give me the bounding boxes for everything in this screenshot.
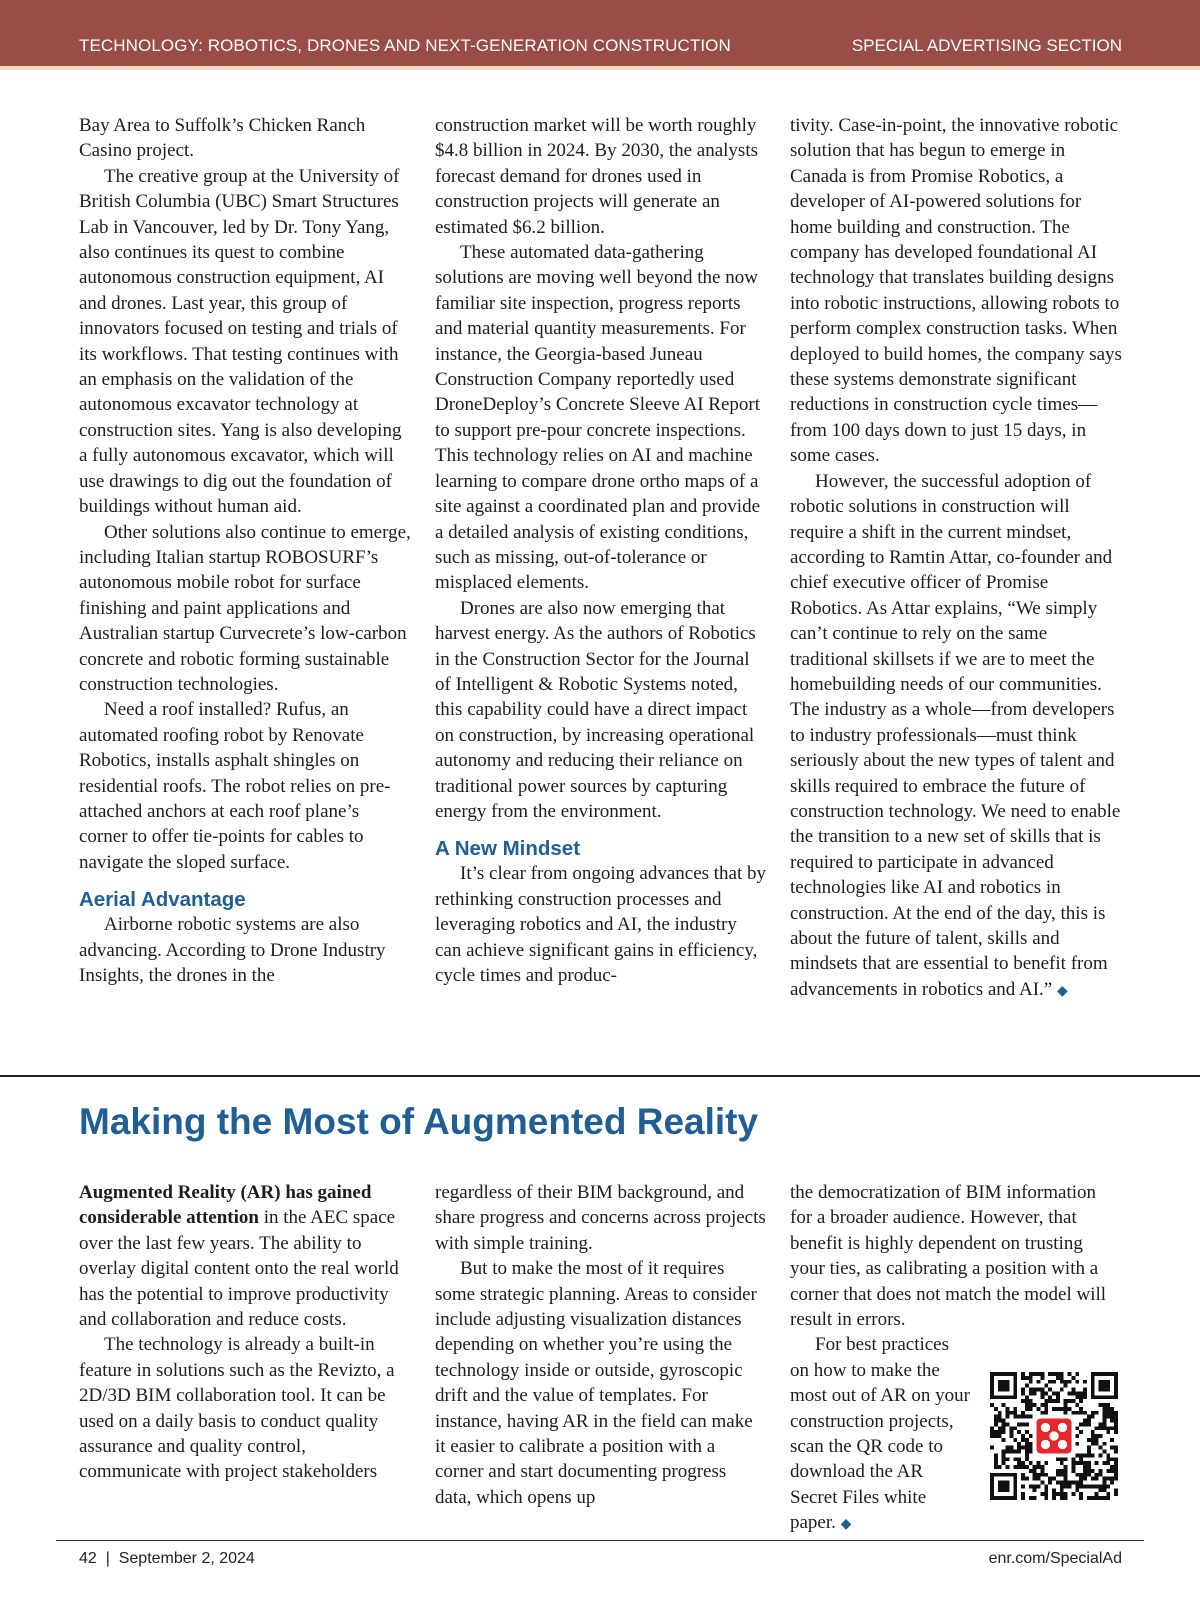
article1-column-3 bbox=[790, 113, 1122, 1004]
subheading-new-mindset: A New Mindset bbox=[435, 837, 581, 861]
paragraph: It’s clear from ongoing advances that by rethinking construction processes and leveraging robotics and AI, the industry can achieve significant gains in efficiency, cycle times and produc- bbox=[435, 863, 767, 986]
paragraph: Drones are also now emerging that harvest energy. As the authors of Robotics in the Construction Sector for the Journal of Intelligent & Robotic Systems noted, this capability could have a direct impact on construction, by increasing operational autonomy and reducing their reliance on traditional power sources by capturing energy from the environment. bbox=[435, 597, 756, 822]
footer-page-info bbox=[79, 1550, 255, 1568]
header-banner bbox=[0, 0, 1200, 66]
subheading-aerial-advantage: Aerial Advantage bbox=[79, 888, 246, 912]
paragraph-text: However, the successful adoption of robotic solutions in construction will require a shift in the current mindset, according to Ramtin Attar, co-founder and chief executive officer of Promise Robotics. As Attar explains, “We simply can’t continue to rely on the same traditional skillsets if we are to meet the homebuilding needs of our communities. The industry as a whole—from developers to industry professionals—must think seriously about the new types of talent and skills required to embrace the future of construction technology. We need to enable the transition to a new set of skills that is required to participate in advanced technologies like AI and robotics in construction. At the end of the day, this is about the future of talent, skills and mindsets that are essential to benefit from advancements in robotics and AI.” bbox=[790, 470, 1121, 1000]
header-accent-line bbox=[0, 66, 1200, 70]
section-divider bbox=[0, 1075, 1200, 1077]
lead-paragraph bbox=[79, 1180, 411, 1332]
page-number: 42 bbox=[79, 1550, 97, 1567]
lead-text: in the AEC space over the last few years. The ability to overlay digital content onto the real world has the potential to improve productivity and collaboration and reduce costs. bbox=[79, 1207, 399, 1331]
paragraph: These automated data-gathering solutions are moving well beyond the now familiar site inspection, progress reports and material quantity measurements. For instance, the Georgia-based Juneau Construction Company reportedly used DroneDeploy’s Concrete Sleeve AI Report to support pre-pour concrete inspections. This technology relies on AI and machine learning to compare drone ortho maps of a site against a coordinated plan and provide a detailed analysis of existing conditions, such as missing, out-of-tolerance or misplaced elements. bbox=[435, 242, 761, 594]
paragraph: Airborne robotic systems are also advancing. According to Drone Industry Insights, the drones in the bbox=[79, 914, 386, 986]
paragraph: construction market will be worth roughly $4.8 billion in 2024. By 2030, the analysts forecast demand for drones used in construction projects will generate an estimated $6.2 billion. bbox=[435, 115, 758, 238]
footer-separator: | bbox=[105, 1550, 110, 1567]
article1-column-2 bbox=[435, 113, 767, 988]
article2-title: Making the Most of Augmented Reality bbox=[79, 1101, 759, 1142]
paragraph: tivity. Case-in-point, the innovative robotic solution that has begun to emerge in Canada is from Promise Robotics, a developer of AI-powered solutions for home building and construction. The company has developed foundational AI technology that translates building designs into robotic instructions, allowing robots to perform complex construction tasks. When deployed to build homes, the company says these systems demonstrate significant reductions in construction cycle times—from 100 days down to just 15 days, in some cases. bbox=[790, 115, 1122, 467]
paragraph: Bay Area to Suffolk’s Chicken Ranch Casino project. bbox=[79, 115, 366, 162]
footer-divider bbox=[56, 1540, 1144, 1541]
article2-column-1 bbox=[79, 1180, 411, 1485]
paragraph bbox=[790, 1332, 970, 1537]
lead-bold: Augmented Reality (AR) has gained considerable attention bbox=[79, 1182, 372, 1229]
end-mark-icon: ◆ bbox=[1056, 983, 1068, 999]
paragraph-text: For best practices on how to make the most out of AR on your construction projects, scan the QR code to download the AR Secret Files white paper. bbox=[790, 1334, 970, 1534]
publication-date: September 2, 2024 bbox=[118, 1550, 255, 1567]
article1-column-1 bbox=[79, 113, 411, 988]
end-mark-icon: ◆ bbox=[840, 1517, 852, 1533]
paragraph: The technology is already a built-in feature in solutions such as the Revizto, a 2D/3D BIM collaboration tool. It can be used on a daily basis to conduct quality assurance and quality control, communicate with project stakeholders bbox=[79, 1334, 395, 1483]
paragraph bbox=[790, 469, 1122, 1005]
paragraph: The creative group at the University of British Columbia (UBC) Smart Structures Lab in Vancouver, led by Dr. Tony Yang, also continues its quest to combine autonomous construction equipment, AI and drones. Last year, this group of innovators focused on testing and trials of its workflows. That testing continues with an emphasis on the validation of the autonomous excavator technology at construction sites. Yang is also developing a fully autonomous excavator, which will use drawings to dig out the foundation of buildings without human aid. bbox=[79, 165, 402, 518]
advertising-label: SPECIAL ADVERTISING SECTION bbox=[851, 36, 1122, 55]
paragraph: regardless of their BIM background, and share progress and concerns across projects with simple training. bbox=[435, 1182, 766, 1254]
paragraph: But to make the most of it requires some strategic planning. Areas to consider include adjusting visualization distances depending on whether you’re using the technology inside or outside, gyroscopic drift and the value of templates. For instance, having AR in the field can make it easier to calibrate a position with a corner and start documenting progress data, which opens up bbox=[435, 1258, 757, 1508]
section-title: TECHNOLOGY: ROBOTICS, DRONES AND NEXT-GENERATION CONSTRUCTION bbox=[79, 36, 731, 55]
paragraph: Need a roof installed? Rufus, an automated roofing robot by Renovate Robotics, installs asphalt shingles on residential roofs. The robot relies on pre-attached anchors at each roof plane’s corner to offer tie-points for cables to navigate the sloped surface. bbox=[79, 699, 391, 873]
paragraph: the democratization of BIM information for a broader audience. However, that benefit is highly dependent on trusting your ties, as calibrating a position with a corner that does not match the model will result in errors. bbox=[790, 1182, 1107, 1331]
article2-column-2 bbox=[435, 1180, 767, 1510]
paragraph: Other solutions also continue to emerge, including Italian startup ROBOSURF’s autonomous mobile robot for surface finishing and paint applications and Australian startup Curvecrete’s low-carbon concrete and robotic forming sustainable construction technologies. bbox=[79, 521, 411, 695]
footer-url[interactable]: enr.com/SpecialAd bbox=[988, 1550, 1122, 1567]
qr-code-icon[interactable] bbox=[990, 1372, 1118, 1500]
